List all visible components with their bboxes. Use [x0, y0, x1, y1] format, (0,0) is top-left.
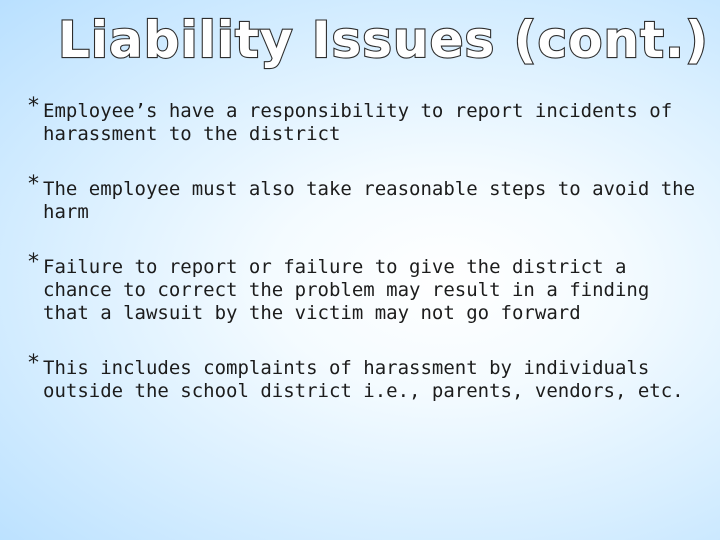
bullet-item: [28, 351, 698, 403]
bullet-list: [28, 94, 698, 435]
bullet-item: [28, 94, 698, 146]
bullet-marker-icon: *: [28, 351, 39, 376]
bullet-text: Employee’s have a responsibility to report incidents of harassment to the district: [43, 100, 673, 145]
bullet-marker-icon: *: [28, 172, 39, 197]
bullet-text: This includes complaints of harassment by individuals outside the school district i.e., parents, vendors, etc.: [43, 357, 684, 402]
bullet-marker-icon: *: [28, 250, 39, 275]
slide-title: Liability Issues (cont.): [58, 11, 709, 69]
bullet-item: [28, 172, 698, 224]
bullet-text: Failure to report or failure to give the district a chance to correct the problem may result in a finding that a lawsuit by the victim may not go forward: [43, 256, 650, 324]
bullet-text: The employee must also take reasonable steps to avoid the harm: [43, 178, 696, 223]
bullet-item: [28, 250, 698, 325]
bullet-marker-icon: *: [28, 94, 39, 119]
